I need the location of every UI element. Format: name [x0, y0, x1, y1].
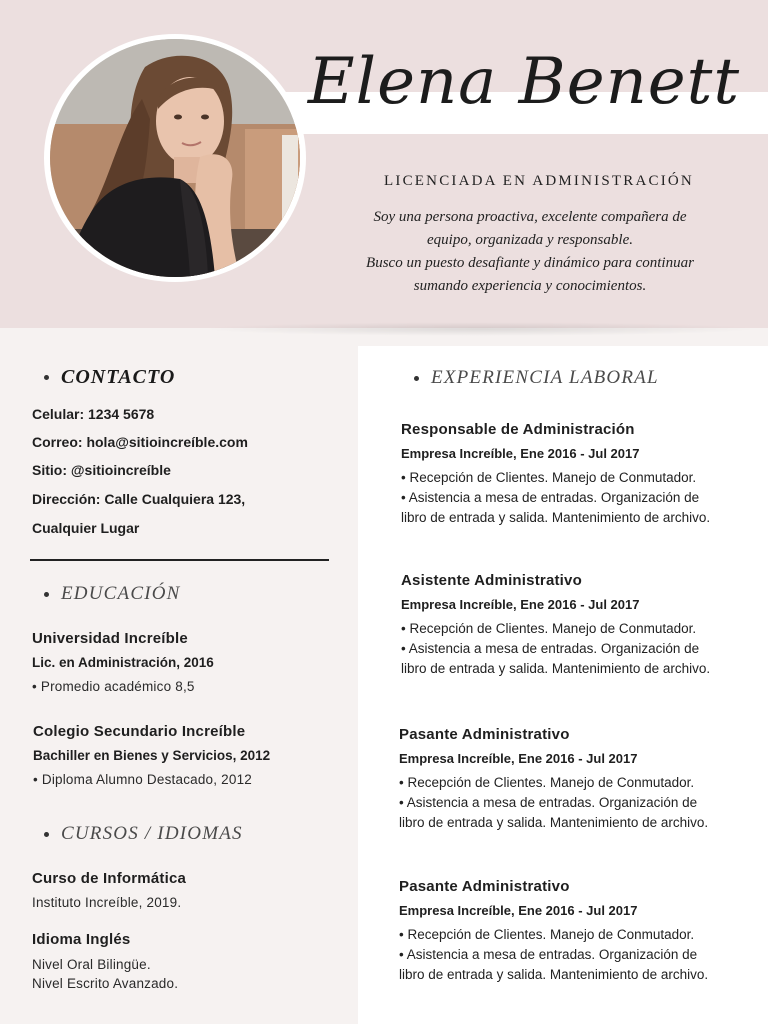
contact-address: Dirección: Calle Cualquiera 123,: [32, 491, 246, 507]
section-title: EXPERIENCIA LABORAL: [431, 367, 659, 388]
description-line: • Asistencia a mesa de entradas. Organización de: [401, 641, 700, 656]
bullet-icon: [44, 375, 49, 380]
course-name: Idioma Inglés: [32, 931, 131, 948]
experience-company: Empresa Increíble, Ene 2016 - Jul 2017: [399, 751, 638, 766]
experience-description: [399, 773, 749, 833]
course-name: Curso de Informática: [32, 870, 187, 887]
experience-item: [401, 572, 751, 679]
description-line: • Recepción de Clientes. Manejo de Conmutador.: [401, 470, 697, 485]
courses-heading: [44, 823, 243, 845]
description-line: libro de entrada y salida. Mantenimiento de archivo.: [401, 510, 711, 525]
contact-phone: Celular: 1234 5678: [32, 406, 155, 422]
description-line: • Recepción de Clientes. Manejo de Conmutador.: [399, 927, 695, 942]
course-detail: Nivel Oral Bilingüe.: [32, 957, 151, 972]
summary-line: Busco un puesto desafiante y dinámico para continuar: [366, 255, 694, 271]
experience-role: Pasante Administrativo: [399, 878, 570, 895]
bullet-icon: [44, 592, 49, 597]
profile-photo: [50, 39, 300, 277]
education-note: • Diploma Alumno Destacado, 2012: [33, 772, 252, 787]
contact-email: Correo: hola@sitioincreíble.com: [32, 434, 248, 450]
contact-heading: [44, 366, 175, 389]
experience-description: [401, 468, 751, 528]
job-title: LICENCIADA EN ADMINISTRACIÓN: [384, 173, 694, 189]
experience-heading: [414, 367, 659, 389]
contact-address-city: Cualquier Lugar: [32, 520, 140, 536]
summary-line: Soy una persona proactiva, excelente compañera de: [373, 209, 687, 225]
experience-description: [399, 925, 749, 985]
experience-role: Asistente Administrativo: [401, 572, 582, 589]
education-degree: Bachiller en Bienes y Servicios, 2012: [33, 748, 271, 763]
education-degree: Lic. en Administración, 2016: [32, 655, 214, 670]
experience-role: Responsable de Administración: [401, 421, 635, 438]
section-title: CURSOS / IDIOMAS: [61, 823, 243, 844]
experience-item: [401, 421, 751, 528]
education-note: • Promedio académico 8,5: [32, 679, 195, 694]
experience-company: Empresa Increíble, Ene 2016 - Jul 2017: [399, 903, 638, 918]
description-line: • Asistencia a mesa de entradas. Organización de: [399, 795, 698, 810]
candidate-name: Elena Benett: [307, 45, 741, 119]
contact-website: Sitio: @sitioincreíble: [32, 462, 171, 478]
education-institution: Colegio Secundario Increíble: [33, 723, 246, 740]
description-line: libro de entrada y salida. Mantenimiento de archivo.: [399, 967, 709, 982]
summary-line: equipo, organizada y responsable.: [427, 232, 633, 248]
education-heading: [44, 583, 181, 605]
experience-company: Empresa Increíble, Ene 2016 - Jul 2017: [401, 446, 640, 461]
description-line: libro de entrada y salida. Mantenimiento de archivo.: [401, 661, 711, 676]
description-line: • Recepción de Clientes. Manejo de Conmutador.: [399, 775, 695, 790]
summary-line: sumando experiencia y conocimientos.: [413, 278, 647, 294]
bullet-icon: [44, 832, 49, 837]
course-detail: Nivel Escrito Avanzado.: [32, 976, 179, 991]
experience-item: [399, 878, 749, 985]
description-line: • Recepción de Clientes. Manejo de Conmutador.: [401, 621, 697, 636]
section-title: EDUCACIÓN: [61, 583, 181, 604]
header-shadow: [200, 322, 760, 336]
course-detail: Instituto Increíble, 2019.: [32, 895, 182, 910]
section-title: CONTACTO: [61, 366, 176, 388]
description-line: • Asistencia a mesa de entradas. Organización de: [401, 490, 700, 505]
experience-description: [401, 619, 751, 679]
education-institution: Universidad Increíble: [32, 630, 188, 647]
experience-item: [399, 726, 749, 833]
description-line: libro de entrada y salida. Mantenimiento de archivo.: [399, 815, 709, 830]
description-line: • Asistencia a mesa de entradas. Organización de: [399, 947, 698, 962]
section-divider: [30, 559, 329, 561]
experience-role: Pasante Administrativo: [399, 726, 570, 743]
experience-company: Empresa Increíble, Ene 2016 - Jul 2017: [401, 597, 640, 612]
portrait-illustration: [50, 39, 300, 277]
bullet-icon: [414, 376, 419, 381]
profile-summary: [310, 206, 750, 298]
